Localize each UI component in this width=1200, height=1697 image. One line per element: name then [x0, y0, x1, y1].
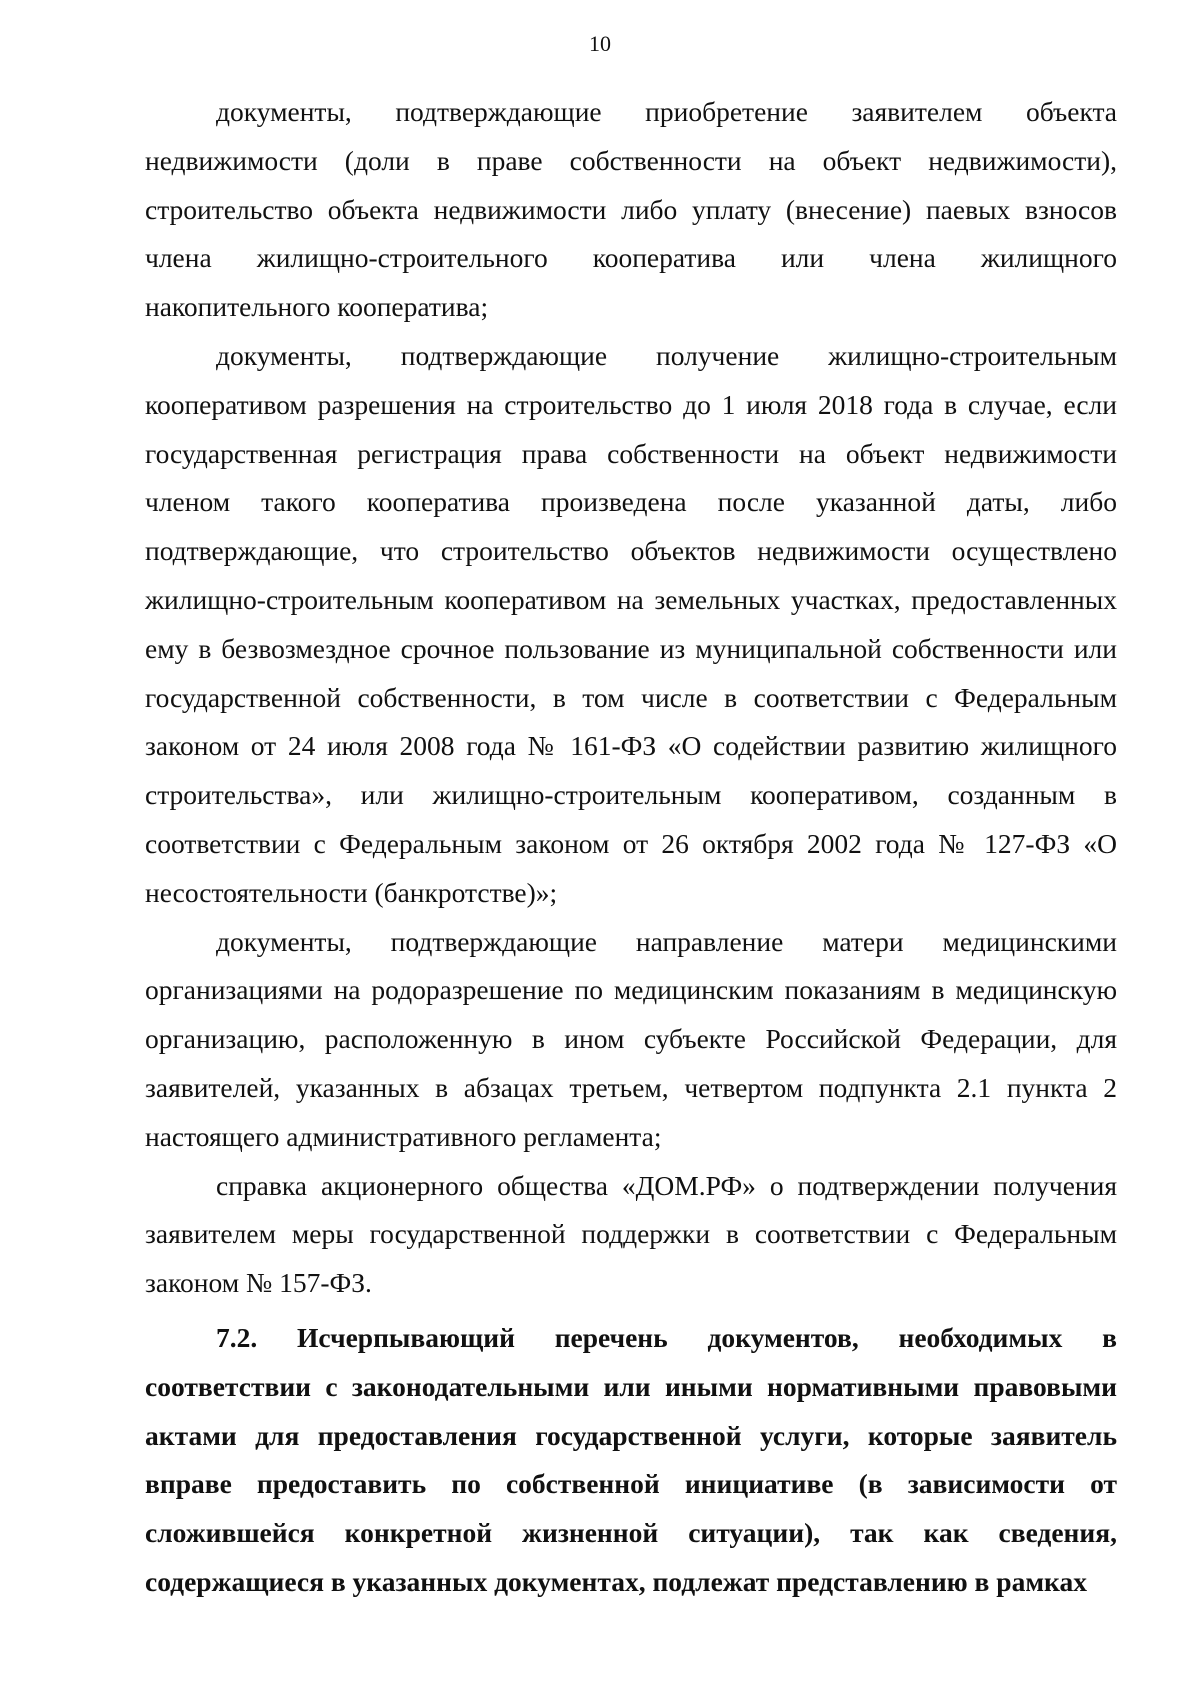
paragraph-acquisition-documents: документы, подтверждающие приобретение заявителем объекта недвижимости (доли в праве собственности на объект недвижимости), строительство объекта недвижимости либо уплату (внесение) паевых взносов члена жилищно-строительного кооператива или члена жилищного накопительного кооператива; — [145, 96, 1117, 323]
section-heading-7-2: 7.2. Исчерпывающий перечень документов, необходимых в соответствии с законодательными или иными нормативными правовыми актами для предоставления государственной услуги, которые заявитель вправе предоставить по собственной инициативе (в зависимости от сложившейся конкретной жизненной ситуации), так как сведения, содержащиеся в указанных документах, подлежат представлению в рамках — [145, 1321, 1117, 1597]
document-body — [145, 88, 1117, 1607]
paragraph-domrf-certificate: справка акционерного общества «ДОМ.РФ» о подтверждении получения заявителем меры государственной поддержки в соответствии с Федеральным законом № 157-ФЗ. — [145, 1169, 1117, 1299]
page-number: 10 — [589, 31, 611, 56]
paragraph-construction-permit-documents: документы, подтверждающие получение жилищно-строительным кооперативом разрешения на строительство до 1 июля 2018 года в случае, если государственная регистрация права собственности на объект недвижимости членом такого кооператива произведена после указанной даты, либо подтверждающие, что строительство объектов недвижимости осуществлено жилищно-строительным кооперативом на земельных участках, предоставленных ему в безвозмездное срочное пользование из муниципальной собственности или государственной собственности, в том числе в соответствии с Федеральным законом от 24 июля 2008 года № 161-ФЗ «О содействии развитию жилищного строительства», или жилищно-строительным кооперативом, созданным в соответствии с Федеральным законом от 26 октября 2002 года № 127-ФЗ «О несостоятельности (банкротстве)»; — [145, 339, 1117, 908]
paragraph-medical-referral-documents: документы, подтверждающие направление матери медицинскими организациями на родоразрешение по медицинским показаниям в медицинскую организацию, расположенную в ином субъекте Российской Федерации, для заявителей, указанных в абзацах третьем, четвертом подпункта 2.1 пункта 2 настоящего административного регламента; — [145, 925, 1117, 1152]
